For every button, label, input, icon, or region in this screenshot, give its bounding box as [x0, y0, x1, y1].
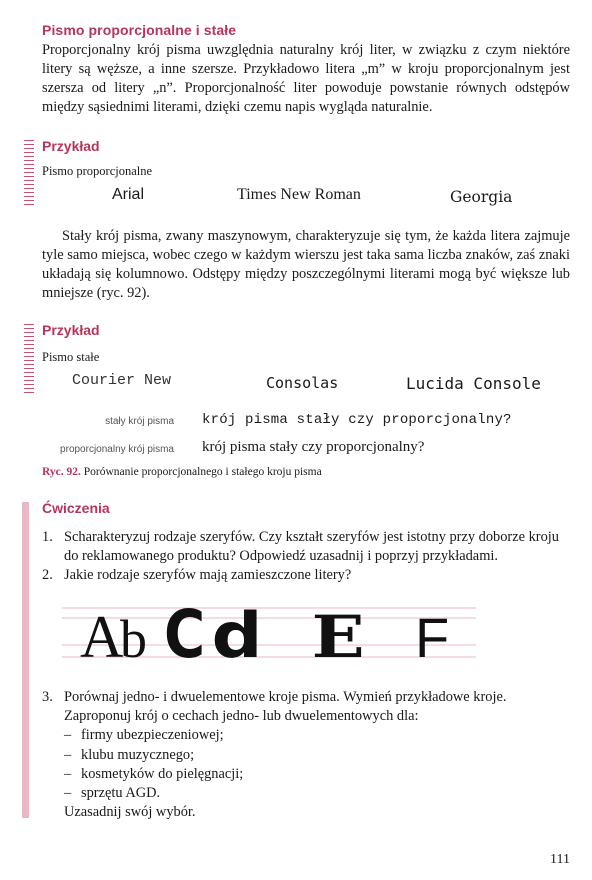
font-sample-georgia: Georgia — [450, 188, 513, 206]
proportional-compare-label: proporcjonalny krój pisma — [60, 444, 174, 455]
fixed-compare-text: krój pisma stały czy proporcjonalny? — [202, 412, 512, 428]
proportional-label: Pismo proporcjonalne — [42, 164, 153, 178]
exercise-item: 3. Porównaj jedno- i dwuelementowe kroje pisma. Wymień przykładowe kroje. Zaproponuj krój o cechach jedno- lub dwuelementowych dla: – firmy ubezpieczeniowej; – klubu muzycznego; – kosmetyków do pielęgnacji; – sprzętu AGD. Uzasadnij swój wybór. — [42, 688, 570, 822]
font-sample-times: Times New Roman — [237, 186, 361, 203]
fixed-label: Pismo stałe — [42, 350, 100, 364]
dash-list — [64, 726, 570, 803]
letter-d: d — [211, 600, 263, 666]
section-title: Pismo proporcjonalne i stałe — [42, 22, 237, 38]
figure-caption — [42, 466, 322, 478]
letter-a: A — [80, 604, 124, 666]
list-item: – klubu muzycznego; — [64, 746, 570, 765]
example-tag: Przykład — [42, 322, 100, 338]
exercises-list — [42, 528, 570, 586]
proportional-compare-text: krój pisma stały czy proporcjonalny? — [202, 439, 425, 455]
exercise-item: 2. Jakie rodzaje szeryfów mają zamieszczone litery? — [42, 567, 352, 584]
list-item: – firmy ubezpieczeniowej; — [64, 726, 570, 745]
intro-paragraph: Proporcjonalny krój pisma uwzględnia naturalny krój liter, w związku z czym niektóre litery są węższe, a inne szersze. Przykładowo litera „m” w kroju proporcjonalnym jest szersza od litery „n”. Proporcjonalność liter powoduje powstanie równych odstępów między sąsiednimi literami, dzięki czemu napis wygląda naturalnie. — [42, 42, 570, 115]
letter-b: b — [120, 609, 147, 666]
letter-f: F — [415, 606, 450, 666]
fixed-compare-label: stały krój pisma — [105, 416, 174, 427]
serif-letters-illustration — [62, 600, 476, 666]
closing-line: Uzasadnij swój wybór. — [64, 804, 196, 821]
page-number: 111 — [550, 852, 570, 867]
example-marker — [24, 324, 34, 396]
letter-c: C — [164, 600, 206, 666]
exercises-title: Ćwiczenia — [42, 500, 110, 516]
fixed-width-paragraph: Stały krój pisma, zwany maszynowym, charakteryzuje się tym, że każda litera zajmuje tyle samo miejsca, wobec czego w każdym wierszu jest taka sama liczba znaków, zaś znaki układają się kolumnowo. Odstępy między poszczególnymi literami mogą być większe lub mniejsze (ryc. 92). — [42, 228, 570, 301]
font-sample-courier: Courier New — [72, 372, 172, 389]
exercise-item: 1. Scharakteryzuj rodzaje szeryfów. Czy kształt szeryfów jest istotny przy doborze kroju do reklamowanego produktu? Odpowiedź uzasadnij i poprzyj przykładami. — [42, 529, 559, 565]
list-item: – kosmetyków do pielęgnacji; — [64, 765, 570, 784]
example-marker — [24, 140, 34, 206]
example-tag: Przykład — [42, 138, 100, 154]
exercises-bar — [22, 502, 29, 818]
font-sample-consolas: Consolas — [266, 374, 339, 392]
exercise-3-block — [42, 688, 570, 822]
caption-number: Ryc. 92. — [42, 466, 81, 478]
font-sample-lucida: Lucida Console — [406, 374, 541, 393]
font-sample-arial: Arial — [112, 186, 145, 203]
letter-e: E — [311, 603, 365, 666]
caption-text: Porównanie proporcjonalnego i stałego kroju pisma — [83, 466, 322, 478]
list-item: – sprzętu AGD. — [64, 784, 570, 803]
